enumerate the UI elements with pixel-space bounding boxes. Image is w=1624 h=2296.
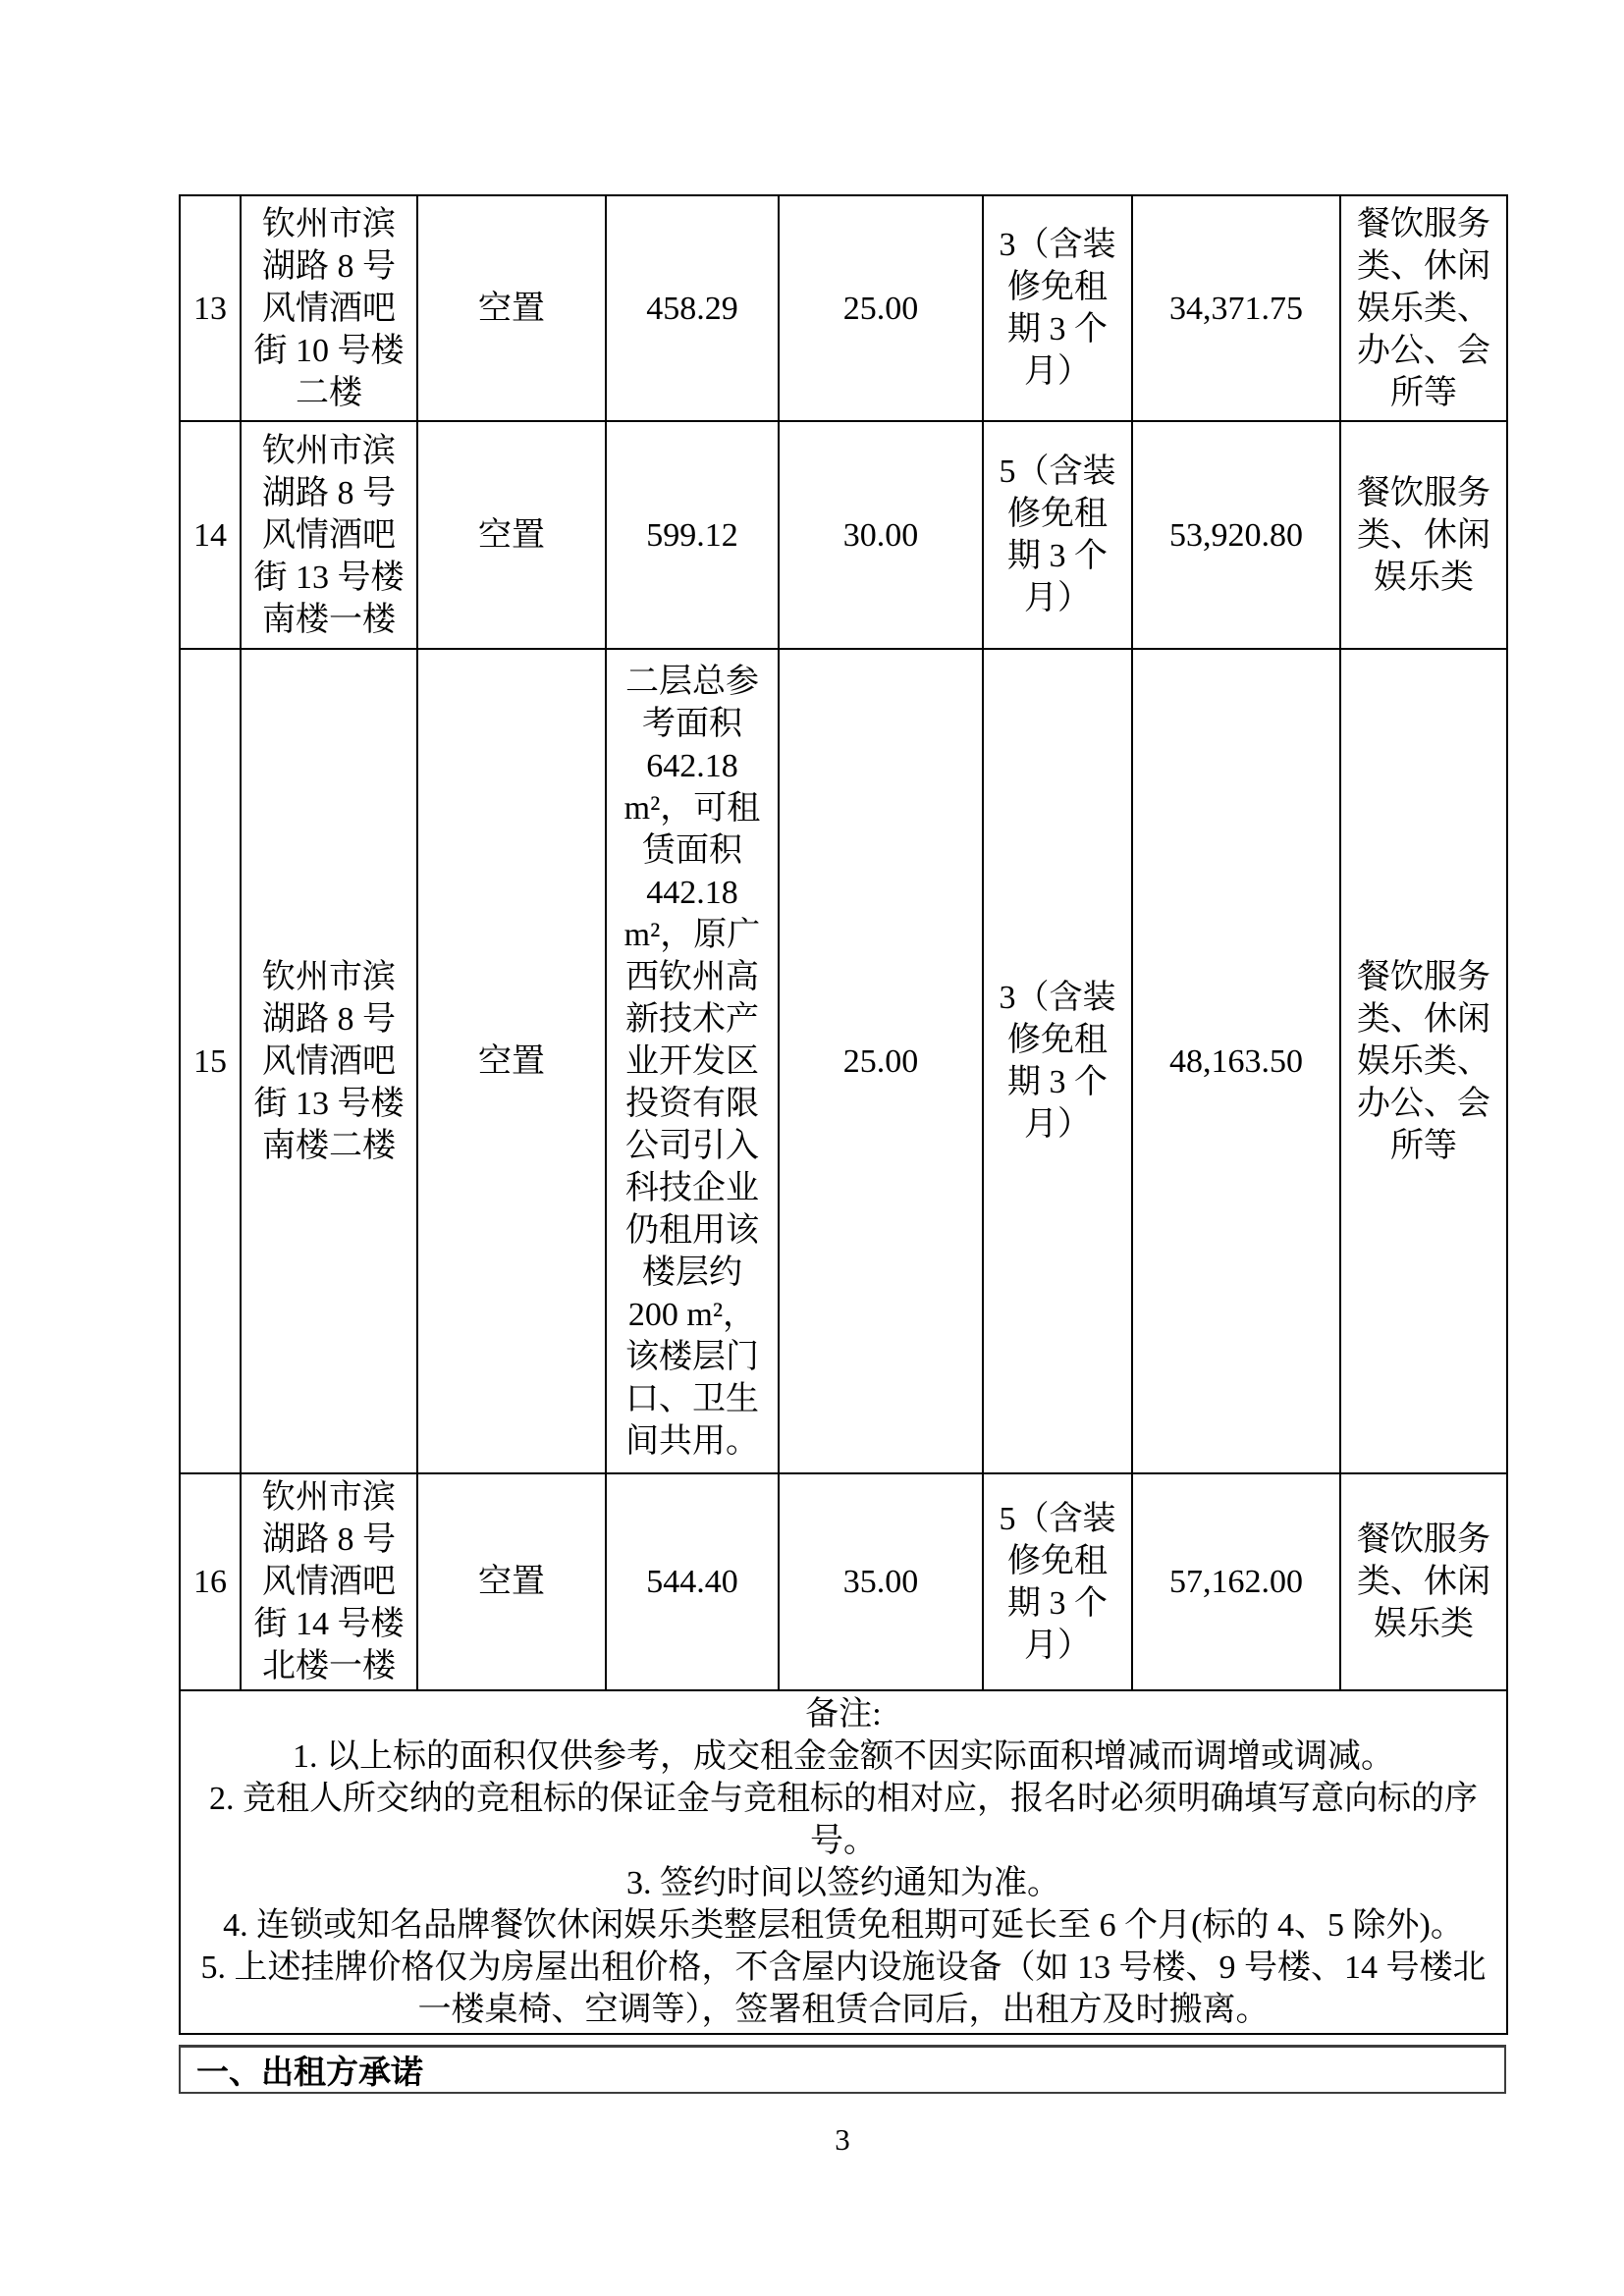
lot-status: 空置 (417, 195, 606, 421)
note-item: 5. 上述挂牌价格仅为房屋出租价格，不含屋内设施设备（如 13 号楼、9 号楼、14 号楼北一楼桌椅、空调等），签署租赁合同后，出租方及时搬离。 (200, 1949, 1487, 2028)
lot-amount: 57,162.00 (1132, 1473, 1340, 1690)
lot-status: 空置 (417, 421, 606, 649)
lot-number: 16 (180, 1473, 241, 1690)
lot-term: 3（含装修免租期 3 个月） (983, 649, 1132, 1473)
lot-usage: 餐饮服务类、休闲娱乐类 (1340, 1473, 1507, 1690)
section-heading-bar (179, 2045, 1506, 2094)
note-item: 4. 连锁或知名品牌餐饮休闲娱乐类整层租赁免租期可延长至 6 个月(标的 4、5 除外)。 (223, 1907, 1464, 1944)
lot-price: 25.00 (779, 195, 983, 421)
lot-amount: 34,371.75 (1132, 195, 1340, 421)
lot-amount: 53,920.80 (1132, 421, 1340, 649)
lot-number: 15 (180, 649, 241, 1473)
lot-usage: 餐饮服务类、休闲娱乐类、办公、会所等 (1340, 195, 1507, 421)
section-heading: 一、出租方承诺 (196, 2056, 423, 2091)
lot-area: 599.12 (606, 421, 779, 649)
lot-location: 钦州市滨湖路 8 号风情酒吧街 10 号楼二楼 (241, 195, 417, 421)
lot-status: 空置 (417, 649, 606, 1473)
lot-location: 钦州市滨湖路 8 号风情酒吧街 14 号楼北楼一楼 (241, 1473, 417, 1690)
lot-area-description: 二层总参考面积 642.18 m²，可租赁面积 442.18 m²，原广西钦州高新技术产业开发区投资有限公司引入科技企业仍租用该楼层约 200 m²，该楼层门口、卫生间共用。 (606, 649, 779, 1473)
lot-number: 13 (180, 195, 241, 421)
lot-area: 458.29 (606, 195, 779, 421)
table-row (180, 195, 1507, 421)
note-item: 1. 以上标的面积仅供参考，成交租金金额不因实际面积增减而调增或调减。 (293, 1738, 1394, 1775)
note-item: 3. 签约时间以签约通知为准。 (626, 1865, 1060, 1901)
lot-location: 钦州市滨湖路 8 号风情酒吧街 13 号楼南楼二楼 (241, 649, 417, 1473)
table-row (180, 649, 1507, 1473)
notes-cell (180, 1690, 1507, 2034)
lot-status: 空置 (417, 1473, 606, 1690)
lot-area: 544.40 (606, 1473, 779, 1690)
page-number: 3 (835, 2122, 850, 2157)
table-row (180, 1473, 1507, 1690)
lot-usage: 餐饮服务类、休闲娱乐类 (1340, 421, 1507, 649)
lot-number: 14 (180, 421, 241, 649)
lot-usage: 餐饮服务类、休闲娱乐类、办公、会所等 (1340, 649, 1507, 1473)
lot-price: 30.00 (779, 421, 983, 649)
lot-term: 3（含装修免租期 3 个月） (983, 195, 1132, 421)
lot-amount: 48,163.50 (1132, 649, 1340, 1473)
lot-term: 5（含装修免租期 3 个月） (983, 1473, 1132, 1690)
lot-price: 35.00 (779, 1473, 983, 1690)
table-row (180, 421, 1507, 649)
notes-label: 备注: (805, 1696, 882, 1733)
note-item: 2. 竞租人所交纳的竞租标的保证金与竞租标的相对应，报名时必须明确填写意向标的序号。 (209, 1781, 1478, 1859)
lot-term: 5（含装修免租期 3 个月） (983, 421, 1132, 649)
rental-lots-table (179, 194, 1508, 2035)
lot-location: 钦州市滨湖路 8 号风情酒吧街 13 号楼南楼一楼 (241, 421, 417, 649)
lot-price: 25.00 (779, 649, 983, 1473)
notes-row (180, 1690, 1507, 2034)
